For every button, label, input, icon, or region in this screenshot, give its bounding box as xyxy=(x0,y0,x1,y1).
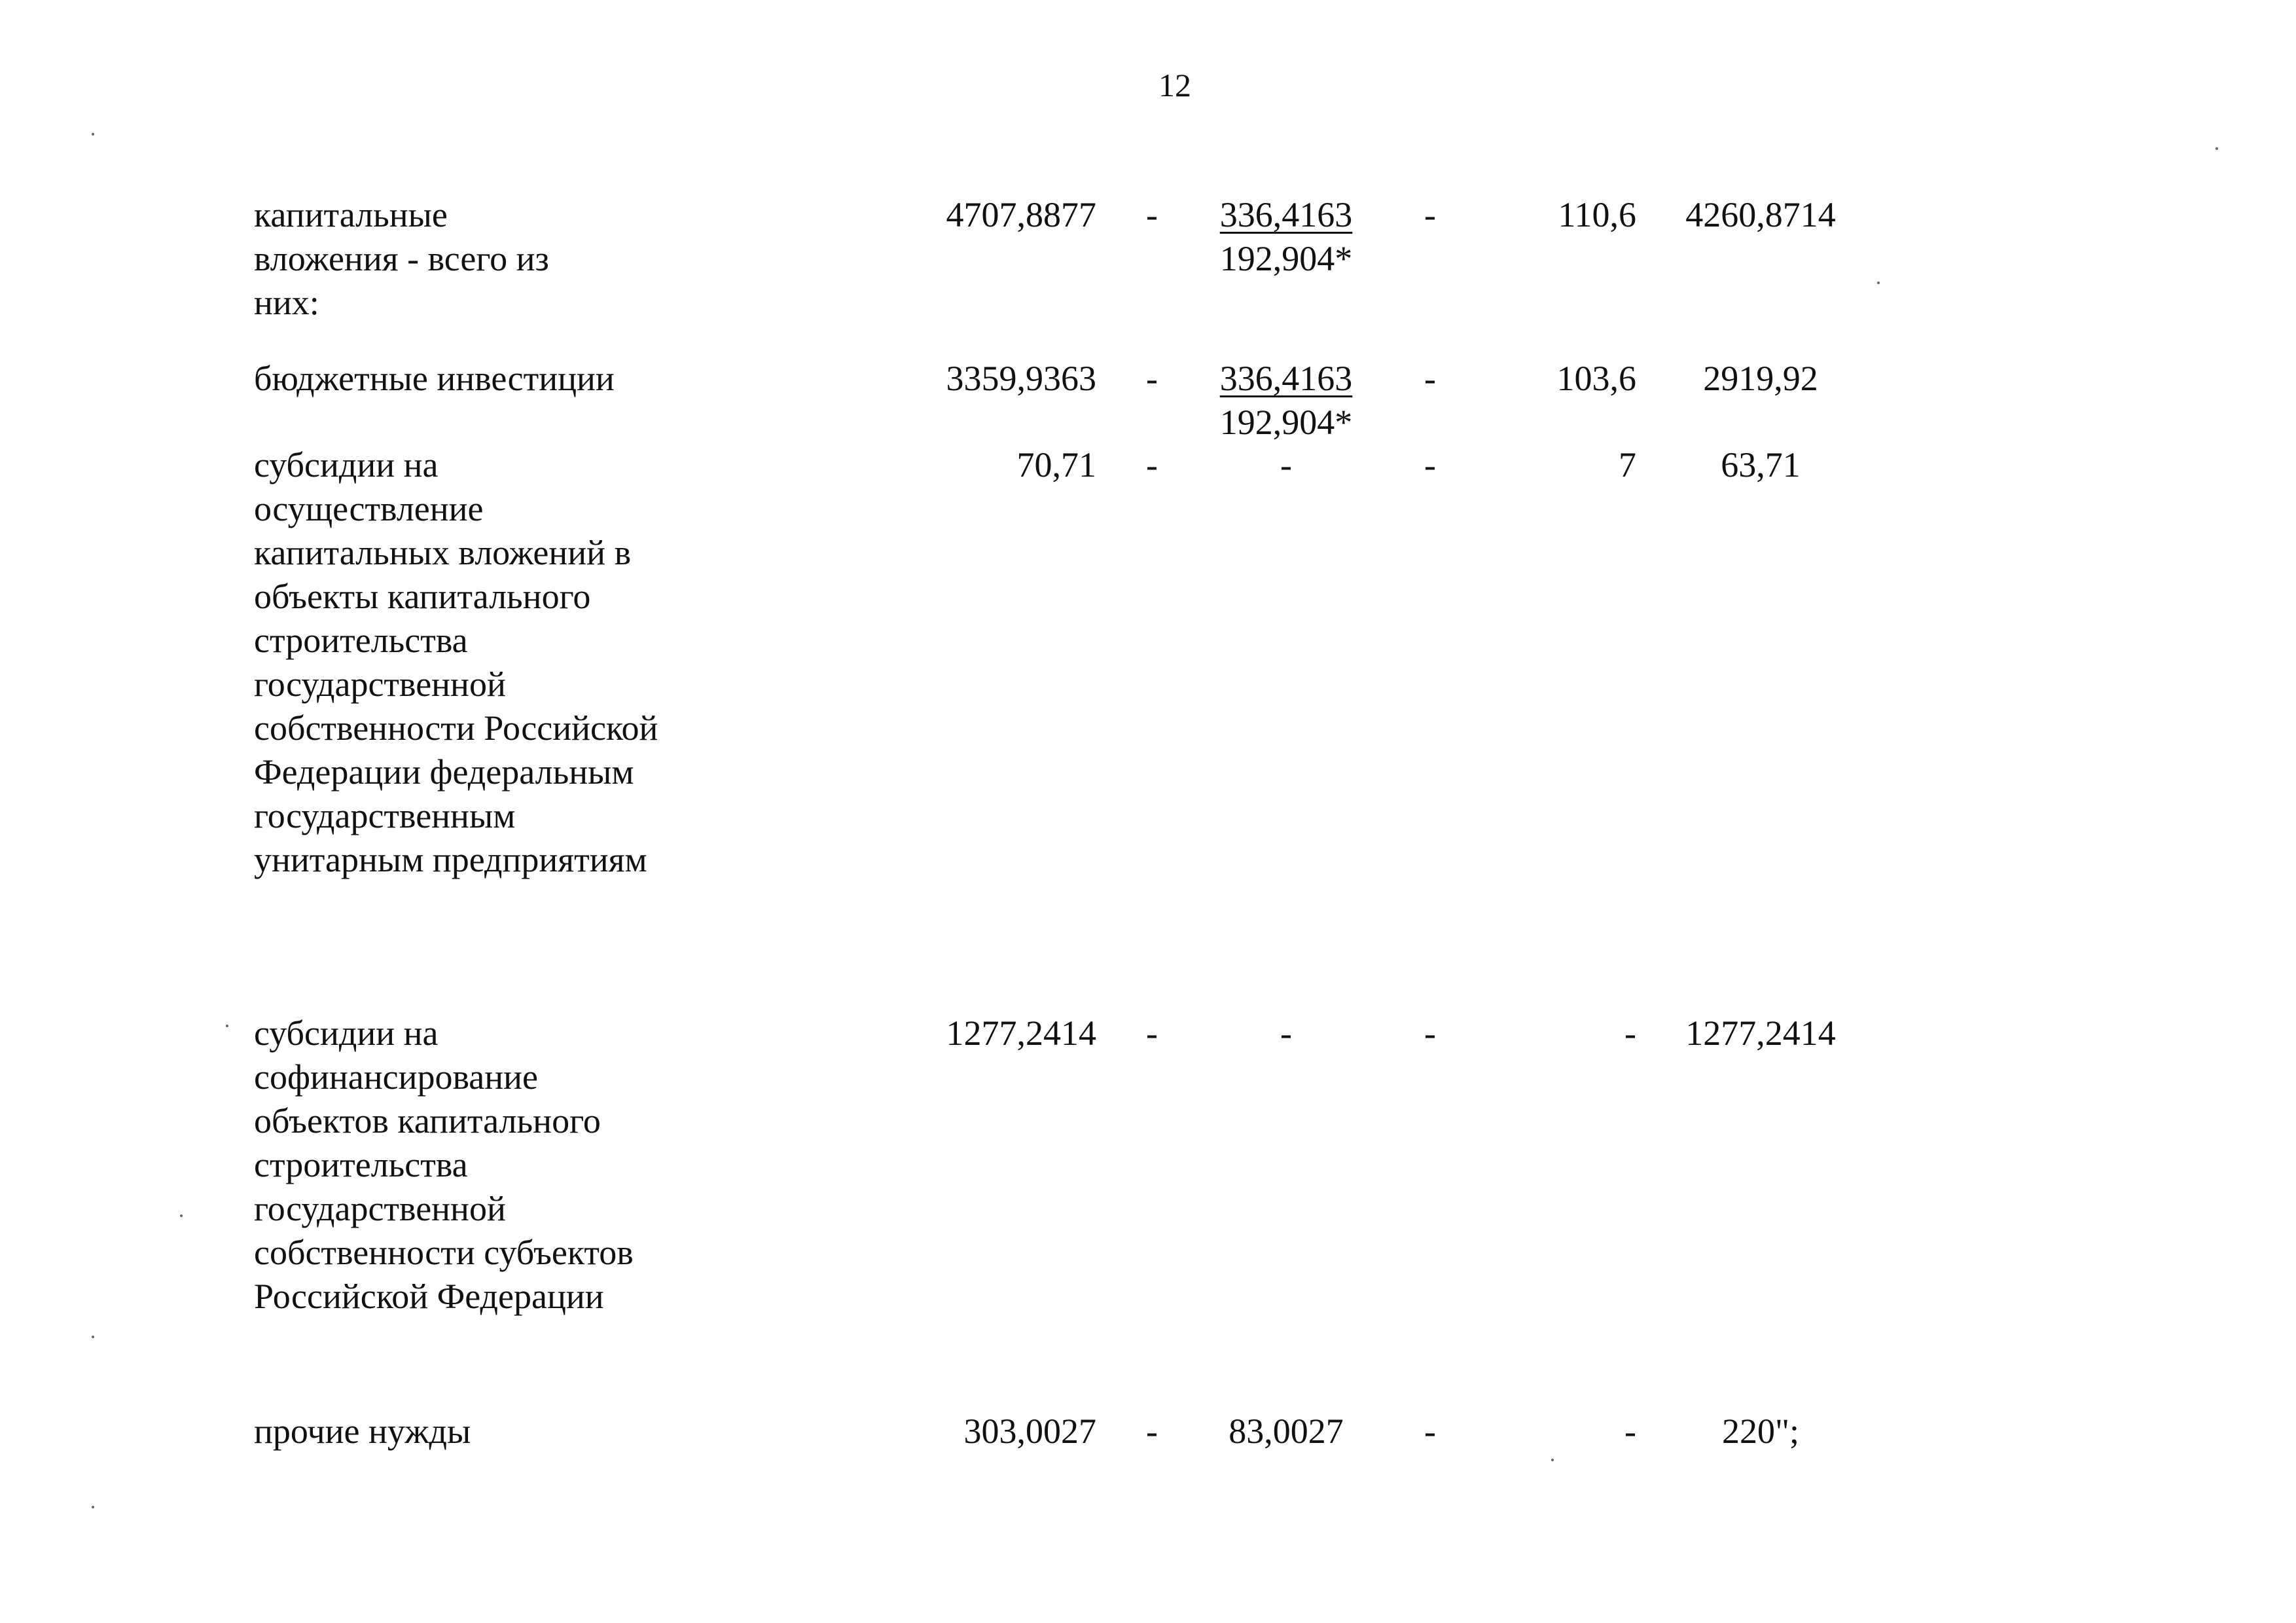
value-col-4: - xyxy=(1424,195,1436,234)
scan-speck xyxy=(226,1025,228,1027)
value-col-4: - xyxy=(1424,1412,1436,1451)
value-col-6: 4260,8714 xyxy=(1685,195,1836,234)
value-col-6: 2919,92 xyxy=(1703,359,1818,398)
value-col-1: 70,71 xyxy=(1016,445,1096,484)
scan-speck xyxy=(180,1214,183,1217)
value-col-3: - xyxy=(1280,1013,1292,1053)
value-col-5: 103,6 xyxy=(1556,359,1636,398)
fraction-numerator: 336,4163 xyxy=(1219,195,1353,234)
scan-speck xyxy=(92,1506,94,1508)
value-col-6: 63,71 xyxy=(1721,445,1801,484)
value-col-2: - xyxy=(1146,1412,1158,1451)
value-col-5: - xyxy=(1624,1013,1636,1053)
value-col-3: - xyxy=(1280,445,1292,484)
value-col-2: - xyxy=(1146,1013,1158,1053)
fraction-denominator: 192,904* xyxy=(1219,403,1353,442)
value-col-5: 110,6 xyxy=(1558,195,1636,234)
value-col-3 xyxy=(1204,357,1368,445)
scan-speck xyxy=(1877,282,1880,284)
row-label: субсидии на софинансирование объектов капитального строительства государственной собственности субъектов Российской Федерации xyxy=(254,1013,634,1316)
row-label: субсидии на осуществление капитальных вложений в объекты капитального строительства государственной собственности Российской Федерации федеральным государственным унитарным предприятиям xyxy=(254,445,658,879)
value-col-5: 7 xyxy=(1619,445,1636,484)
value-col-1: 1277,2414 xyxy=(946,1013,1096,1053)
value-col-1: 4707,8877 xyxy=(946,195,1096,234)
value-col-4: - xyxy=(1424,359,1436,398)
scan-speck xyxy=(2215,147,2218,150)
value-col-4: - xyxy=(1424,445,1436,484)
value-col-3 xyxy=(1204,193,1368,281)
value-col-1: 303,0027 xyxy=(963,1412,1096,1451)
value-col-2: - xyxy=(1146,445,1158,484)
value-col-6: 1277,2414 xyxy=(1685,1013,1836,1053)
value-col-3: 83,0027 xyxy=(1229,1412,1344,1451)
row-label: бюджетные инвестиции xyxy=(254,359,615,398)
row-label: капитальные вложения - всего из них: xyxy=(254,195,549,322)
scan-speck xyxy=(92,1336,94,1338)
value-col-5: - xyxy=(1624,1412,1636,1451)
value-col-2: - xyxy=(1146,195,1158,234)
row-label: прочие нужды xyxy=(254,1412,471,1451)
value-col-4: - xyxy=(1424,1013,1436,1053)
fraction-denominator: 192,904* xyxy=(1219,239,1353,278)
value-col-1: 3359,9363 xyxy=(946,359,1096,398)
value-col-6: 220"; xyxy=(1721,1412,1800,1451)
fraction-numerator: 336,4163 xyxy=(1219,359,1353,398)
scan-speck xyxy=(92,133,94,136)
page-number: 12 xyxy=(1158,67,1191,103)
scan-speck xyxy=(1551,1459,1554,1461)
value-col-2: - xyxy=(1146,359,1158,398)
